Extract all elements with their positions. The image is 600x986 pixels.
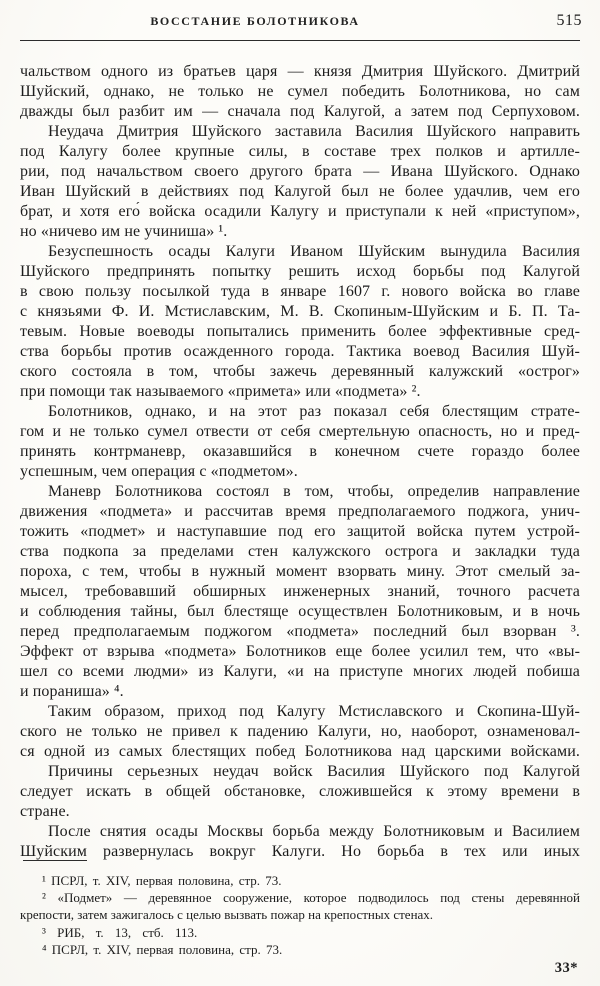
text-line: и пораниша» ⁴. [20,683,124,700]
text-line: мысел, требовавший обширных инженерных знаний, точного расчета [20,583,580,600]
text-line: ства борьбы против осажденного города. Тактика воевод Василия Шуй- [20,343,580,360]
text-line: успешным, чем операция с «подметом». [20,463,298,480]
text-line: Шуйского предпринять попытку решить исход борьбы под Калугой [20,263,580,280]
text-line: но «ничево им не учиниша» ¹. [20,223,228,240]
text-line: После снятия осады Москвы борьба между Болотниковым и Василием [48,823,580,840]
text-line: принять контрманевр, оказавшийся в конечном счете гораздо более [20,443,580,460]
text-line: движения «подмета» и рассчитав время предполагаемого поджога, унич- [20,503,580,520]
text-line: Иван Шуйский в действиях под Калугой был не более удачлив, чем его [20,183,580,200]
text-line: Безуспешность осады Калуги Иваном Шуйским вынудила Василия [48,243,580,260]
text-line: гом и не только сумел отвести от себя смертельную опасность, но и пред- [20,423,580,440]
text-line: ского не только не привел к падению Калуги, но, наоборот, ознаменовал- [20,723,580,740]
footnotes [20,872,580,958]
text-line: Таким образом, приход под Калугу Мстиславского и Скопина-Шуй- [48,703,580,720]
text-line: при помощи так называемого «примета» или «подмета» ². [20,383,421,400]
text-line: Маневр Болотникова состоял в том, чтобы, определив направление [48,483,580,500]
text-line: перед предполагаемым поджогом «подмета» последний был взорван ³. [20,623,580,640]
text-line: и соблюдения тайны, был блестяще осуществлен Болотниковым, и в ночь [20,603,580,620]
text-line: чальством одного из братьев царя — князя Дмитрия Шуйского. Дмитрий [20,63,580,80]
footnote-line: крепости, затем зажигалось с целью вызвать пожар на крепостных стенах. [20,907,434,923]
signature-mark: 33* [554,960,578,976]
text-line: шел со всеми людми» из Калуги, «и на приступе многих людей побиша [20,663,580,680]
text-line: следует искать в общей обстановке, сложившейся к этому времени в [20,783,580,800]
footnote-line: ³ РИБ, т. 13, стб. 113. [42,924,198,940]
text-line: Шуйским развернулась вокруг Калуги. Но борьба в тех или иных [20,843,580,860]
text-line: стране. [20,803,70,820]
text-line: Эффект от взрыва «подмета» Болотников еще более усилил тем, что «вы- [20,643,580,660]
text-line: тожить «подмет» и наступавшие под его защитой войска путем устрой- [20,523,580,540]
text-line: брат, и хотя его́ войска осадили Калугу и приступали к ней «приступом», [20,203,580,220]
header-rule [20,40,580,41]
text-line: под Калугу более крупные силы, в составе трех полков и артилле- [20,143,580,160]
footnote-line: ² «Подмет» — деревянное сооружение, которое подводилось под стены деревянной [42,890,580,906]
body-text [20,62,580,862]
footnote-line: ¹ ПСРЛ, т. XIV, первая половина, стр. 73. [42,873,282,888]
footnote-rule [23,860,87,861]
page-number: 515 [556,12,582,29]
footnote-line: ⁴ ПСРЛ, т. XIV, первая половина, стр. 73. [42,941,283,957]
text-line: Причины серьезных неудач войск Василия Шуйского под Калугой [48,763,580,780]
text-line: ся одной из самых блестящих побед Болотникова над царскими войсками. [20,743,580,760]
text-line: рии, под начальством своего другого брата — Ивана Шуйского. Однако [20,163,580,180]
text-line: ского состояла в том, чтобы зажечь деревянный калужский «острог» [20,363,580,380]
text-line: Неудача Дмитрия Шуйского заставила Василия Шуйского направить [48,123,580,140]
text-line: тевым. Новые воеводы попытались применить более эффективные сред- [20,323,580,340]
text-line: Шуйский, однако, не только не сумел победить Болотникова, но сам [20,83,580,100]
text-line: с князьями Ф. И. Мстиславским, М. В. Скопиным-Шуйским и Б. П. Та- [20,303,580,320]
text-line: в свою пользу посылкой туда в январе 1607 г. нового войска во главе [20,283,580,300]
text-line: дважды был разбит им — сначала под Калугой, а затем под Серпуховом. [20,103,580,120]
text-line: Болотников, однако, и на этот раз показал себя блестящим страте- [48,403,580,420]
text-line: ства подкопа за пределами стен калужского острога и закладки туда [20,543,580,560]
running-head-title: ВОССТАНИЕ БОЛОТНИКОВА [150,14,360,28]
text-line: пороха, с тем, чтобы в нужный момент взорвать мину. Этот смелый за- [20,563,580,580]
